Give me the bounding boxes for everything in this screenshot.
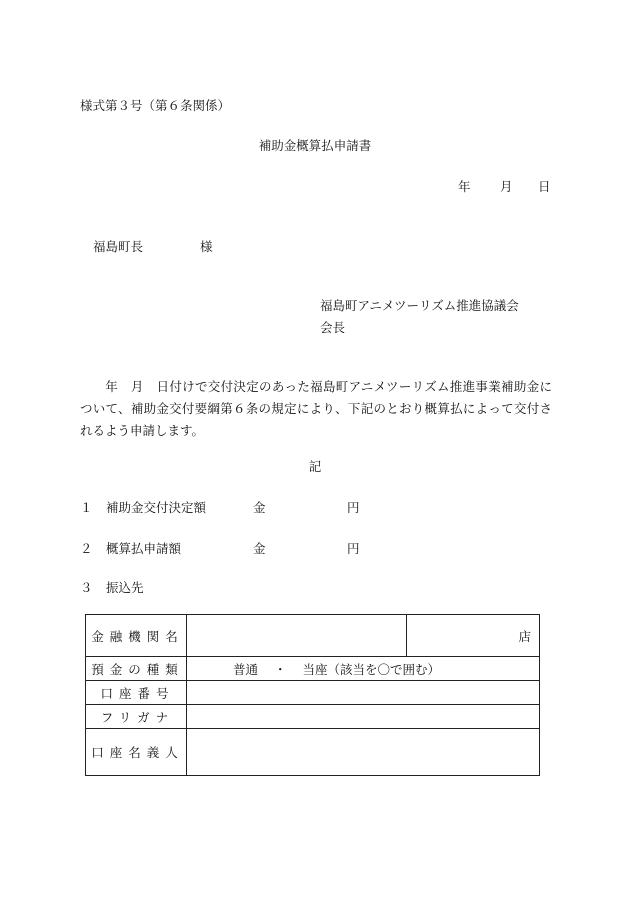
bank-account-table [85, 614, 540, 776]
date-day-label: 日 [538, 179, 551, 194]
addressee-name: 福島町長 [93, 239, 144, 254]
item-number: ２ [80, 541, 93, 556]
account-holder-row [86, 729, 540, 776]
account-holder-label: 口座名義人 [86, 729, 187, 776]
account-type-toza: 当座（該当を〇で囲む） [302, 661, 441, 677]
account-type-separator: ・ [274, 661, 287, 677]
addressee-honorific: 様 [200, 239, 213, 254]
item-label: 概算払申請額 [106, 541, 182, 556]
date-year-label: 年 [458, 179, 471, 194]
bank-name-field[interactable] [187, 615, 407, 657]
furigana-row [86, 705, 540, 729]
ki-heading: 記 [308, 459, 322, 474]
item-yen: 円 [347, 541, 360, 556]
account-type-row [86, 657, 540, 681]
account-number-label: 口座番号 [86, 681, 187, 705]
account-number-row [86, 681, 540, 705]
furigana-field[interactable] [187, 705, 540, 729]
applicant-title: 会長 [320, 320, 346, 335]
account-holder-field[interactable] [187, 729, 540, 776]
request-body-text: 年 月 日付けで交付決定のあった福島町アニメツーリズム推進事業補助金について、補助金交付要綱第６条の規定により、下記のとおり概算払によって交付されるよう申請します。 [80, 379, 552, 438]
account-type-label: 預金の種類 [86, 657, 187, 681]
account-type-futsu: 普通 [233, 661, 259, 677]
item-kin: 金 [253, 541, 266, 556]
item-label: 振込先 [106, 580, 144, 595]
bank-name-label: 金融機関名 [86, 615, 187, 657]
bank-name-row [86, 615, 540, 657]
form-number-label: 様式第３号（第６条関係） [80, 98, 231, 113]
item-transfer-destination [80, 578, 144, 596]
request-body [80, 376, 552, 442]
applicant-organization: 福島町アニメツーリズム推進協議会 [320, 298, 519, 313]
furigana-label: フリガナ [86, 705, 187, 729]
item-label: 補助金交付決定額 [106, 500, 207, 515]
document-title: 補助金概算払申請書 [258, 138, 372, 153]
item-advance-request-amount [80, 539, 360, 557]
item-grant-decision-amount [80, 498, 360, 516]
account-number-field[interactable] [187, 681, 540, 705]
item-yen: 円 [347, 500, 360, 515]
item-number: ３ [80, 580, 93, 595]
date-month-label: 月 [500, 179, 513, 194]
branch-suffix: 店 [518, 628, 531, 644]
addressee [93, 237, 213, 255]
item-number: １ [80, 500, 93, 515]
item-kin: 金 [253, 500, 266, 515]
account-type-field[interactable] [187, 657, 540, 681]
branch-name-field[interactable] [407, 615, 540, 657]
